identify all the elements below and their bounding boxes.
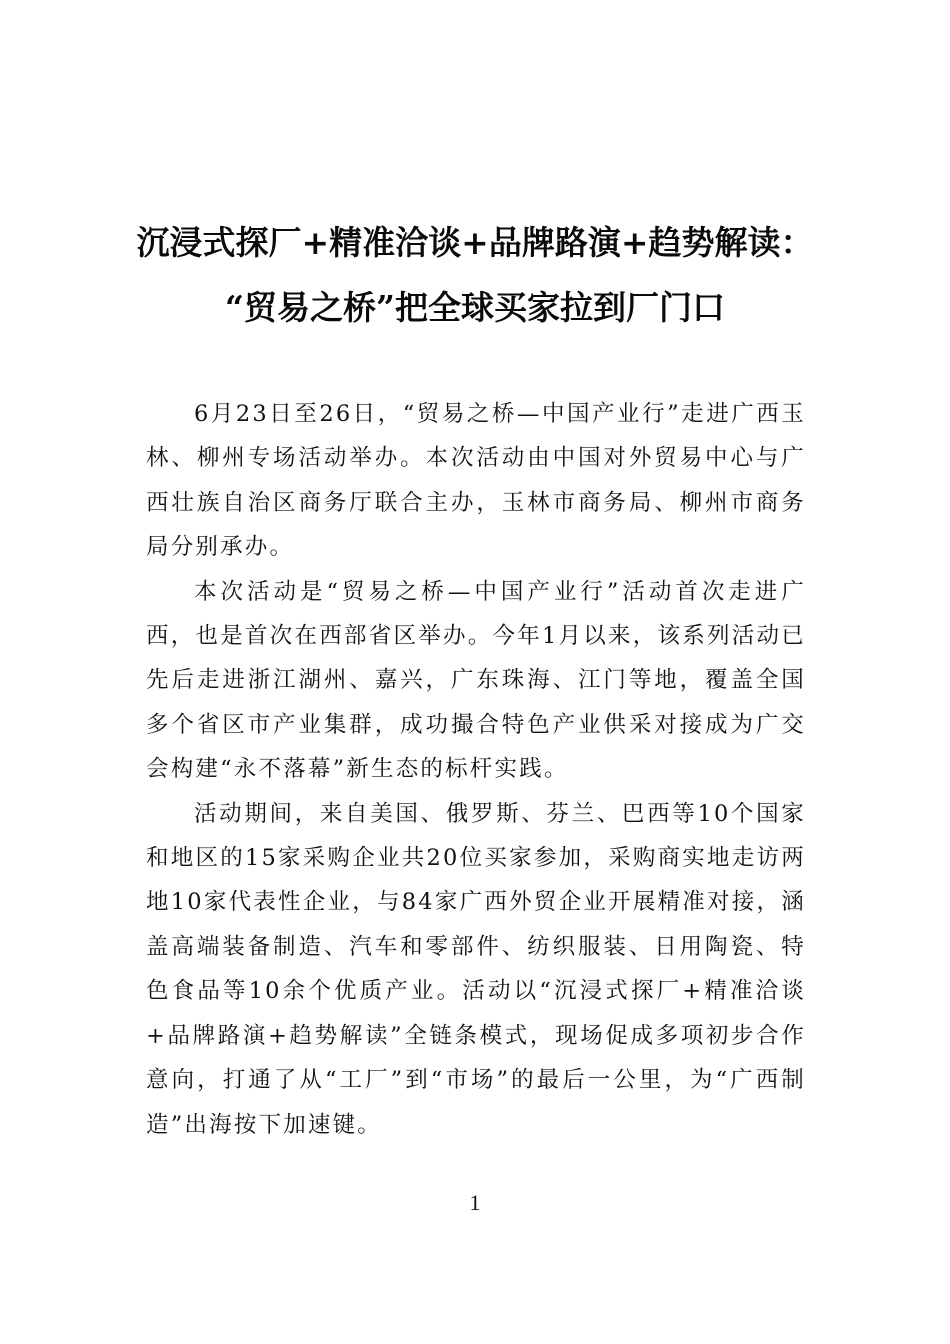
document-title [100, 210, 850, 340]
paragraph-1: 6月23日至26日，“贸易之桥—中国产业行”走进广西玉林、柳州专场活动举办。本次活动由中国对外贸易中心与广西壮族自治区商务厅联合主办，玉林市商务局、柳州市商务局分别承办。 [146, 401, 806, 561]
page-number: 1 [469, 1190, 481, 1215]
title-line-1: 沉浸式探厂+精准洽谈+品牌路演+趋势解读： [136, 223, 814, 263]
paragraph-3: 活动期间，来自美国、俄罗斯、芬兰、巴西等10个国家和地区的15家采购企业共20位买家参加，采购商实地走访两地10家代表性企业，与84家广西外贸企业开展精准对接，涵盖高端装备制造、汽车和零部件、纺织服装、日用陶瓷、特色食品等10余个优质产业。活动以“沉浸式探厂+精准洽谈+品牌路演+趋势解读”全链条模式，现场促成多项初步合作意向，打通了从“工厂”到“市场”的最后一公里，为“广西制造”出海按下加速键。 [146, 800, 806, 1138]
document-body [146, 392, 806, 1147]
paragraph-2: 本次活动是“贸易之桥—中国产业行”活动首次走进广西，也是首次在西部省区举办。今年1月以来，该系列活动已先后走进浙江湖州、嘉兴，广东珠海、江门等地，覆盖全国多个省区市产业集群，成功撮合特色产业供采对接成为广交会构建“永不落幕”新生态的标杆实践。 [146, 578, 806, 783]
title-line-2: “贸易之桥”把全球买家拉到厂门口 [225, 288, 725, 328]
